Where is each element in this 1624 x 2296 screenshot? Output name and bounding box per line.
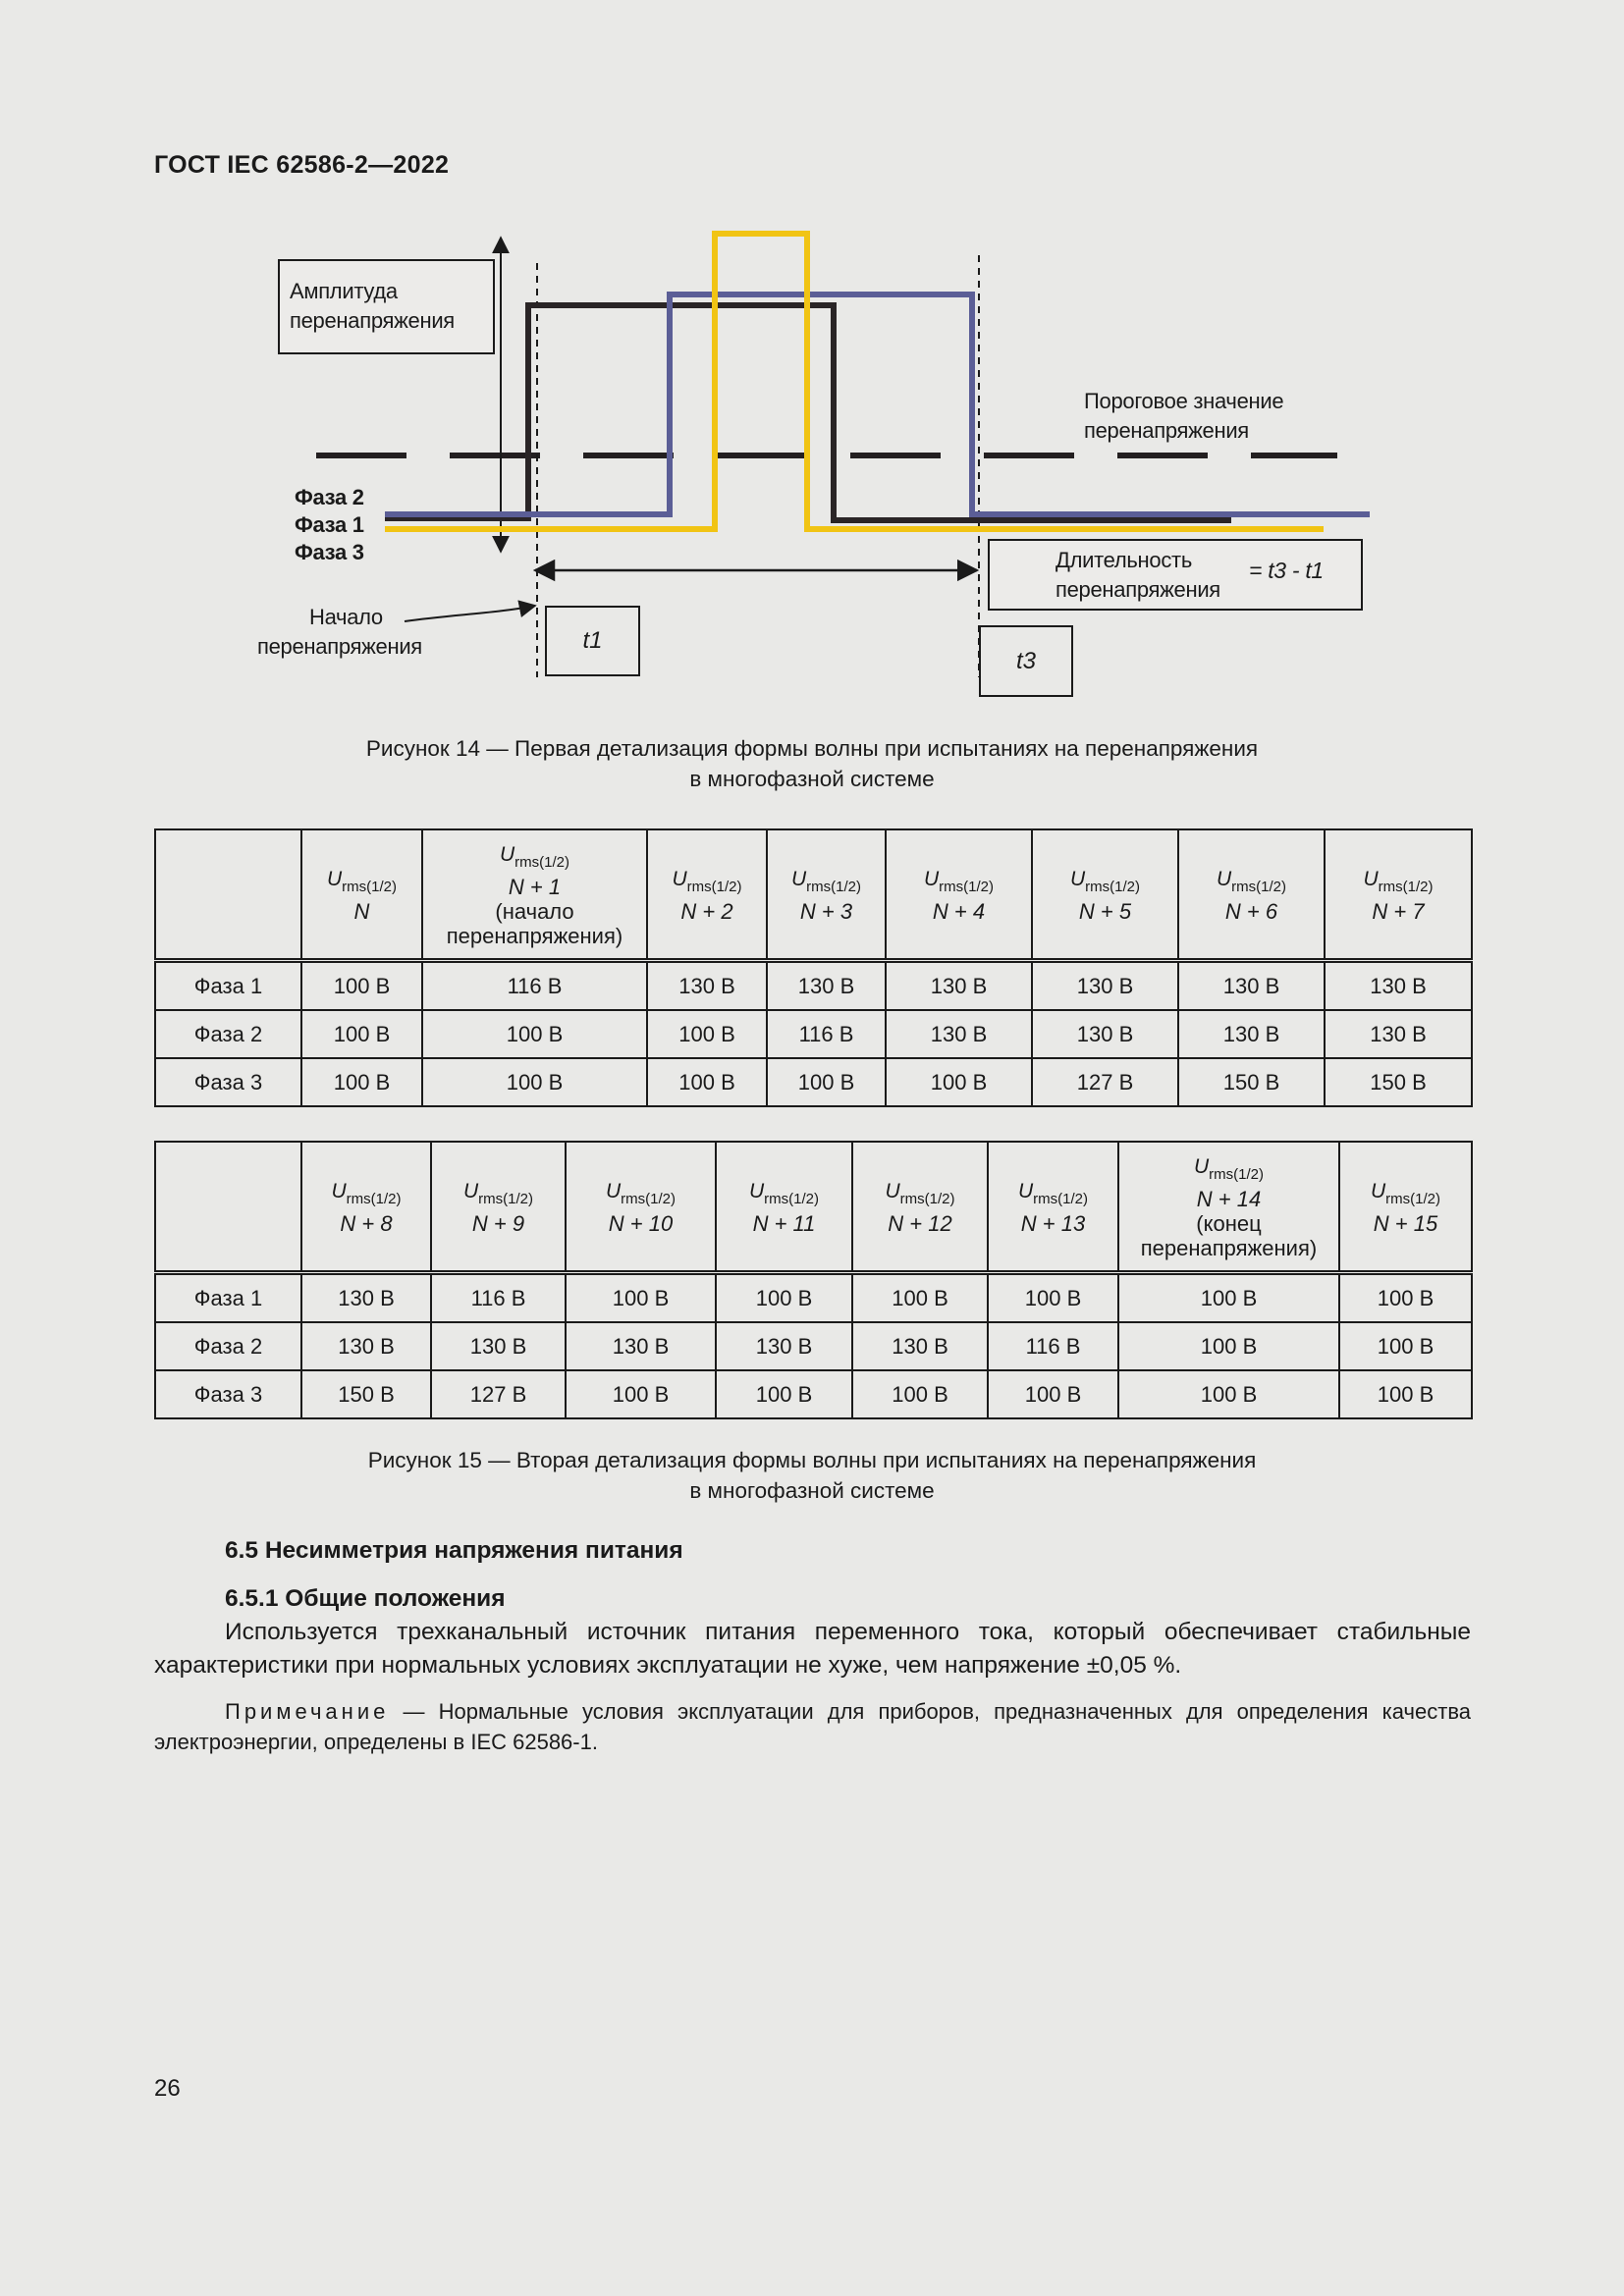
table-cell: 100 В xyxy=(422,1010,647,1058)
table-cell: 127 В xyxy=(1032,1058,1178,1106)
table-cell: 130 В xyxy=(767,961,886,1011)
section-paragraph-text: Используется трехканальный источник питания переменного тока, который обеспечивает стабильные характеристики при нормальных условиях эксплуатации не хуже, чем напряжение ±0,05 %. xyxy=(154,1619,1471,1679)
table-cell: 116 В xyxy=(988,1322,1118,1370)
duration-formula: = t3 - t1 xyxy=(1249,558,1324,583)
table1-header-cell: $U_{rms(1/2)}$ N + 5 xyxy=(1032,829,1178,961)
table1-header-cell: $U_{rms(1/2)}$ N + 2 xyxy=(647,829,767,961)
table1-header-cell: $U_{rms(1/2)}$ N + 4 xyxy=(886,829,1032,961)
phase2-label: Фаза 2 xyxy=(295,485,364,509)
table-cell: 130 В xyxy=(1032,961,1178,1011)
duration-label-1: Длительность xyxy=(1056,548,1192,572)
table-cell: 130 В xyxy=(716,1322,852,1370)
table-cell: 100 В xyxy=(852,1273,988,1323)
table-row xyxy=(155,1273,1472,1323)
threshold-label-2: перенапряжения xyxy=(1084,418,1249,443)
waveform-table-1 xyxy=(154,828,1473,1107)
figure14-caption-line1: Рисунок 14 — Первая детализация формы волны при испытаниях на перенапряжения xyxy=(365,736,1259,761)
start-label-1: Начало xyxy=(309,605,383,629)
page-number: 26 xyxy=(154,2075,181,2102)
table1-header-cell: $U_{rms(1/2)}$ N xyxy=(301,829,422,961)
row-label: Фаза 2 xyxy=(155,1010,301,1058)
threshold-label-1: Пороговое значение xyxy=(1084,389,1284,413)
section-paragraph xyxy=(154,1616,1471,1682)
figure14-caption xyxy=(154,733,1470,794)
table-cell: 100 В xyxy=(886,1058,1032,1106)
table2-header-cell: $U_{rms(1/2)}$ N + 11 xyxy=(716,1142,852,1273)
table2-header-cell: $U_{rms(1/2)}$ N + 12 xyxy=(852,1142,988,1273)
table1-corner-cell xyxy=(155,829,301,961)
table-cell: 150 В xyxy=(301,1370,431,1418)
table-cell: 100 В xyxy=(1339,1322,1472,1370)
table1-header-row xyxy=(155,829,1472,961)
start-pointer-arrow xyxy=(405,606,535,621)
table-cell: 150 В xyxy=(1325,1058,1472,1106)
section-note xyxy=(154,1696,1471,1757)
table-cell: 100 В xyxy=(1118,1273,1339,1323)
row-label: Фаза 1 xyxy=(155,961,301,1011)
amplitude-label-2: перенапряжения xyxy=(290,308,455,333)
table1-header-cell: $U_{rms(1/2)}$ N + 6 xyxy=(1178,829,1325,961)
phase1-label: Фаза 1 xyxy=(295,512,364,537)
table2-header-cell: $U_{rms(1/2)}$ N + 10 xyxy=(566,1142,716,1273)
row-label: Фаза 2 xyxy=(155,1322,301,1370)
table-cell: 130 В xyxy=(852,1322,988,1370)
table-cell: 130 В xyxy=(301,1273,431,1323)
row-label: Фаза 1 xyxy=(155,1273,301,1323)
table-cell: 100 В xyxy=(988,1370,1118,1418)
table-cell: 100 В xyxy=(1339,1273,1472,1323)
table-cell: 127 В xyxy=(431,1370,566,1418)
t3-box: t3 xyxy=(979,625,1073,697)
table-cell: 100 В xyxy=(716,1273,852,1323)
table-cell: 130 В xyxy=(301,1322,431,1370)
table-cell: 116 В xyxy=(767,1010,886,1058)
table-cell: 100 В xyxy=(566,1273,716,1323)
table-cell: 100 В xyxy=(301,961,422,1011)
table2-header-row xyxy=(155,1142,1472,1273)
table-cell: 100 В xyxy=(716,1370,852,1418)
table-cell: 100 В xyxy=(422,1058,647,1106)
table-cell: 130 В xyxy=(1325,961,1472,1011)
note-text: — Нормальные условия эксплуатации для приборов, предназначенных для определения качества электроэнергии, определены в IEC 62586-1. xyxy=(154,1699,1471,1754)
table-cell: 130 В xyxy=(1178,961,1325,1011)
amplitude-label-1: Амплитуда xyxy=(290,279,398,303)
table1-header-cell: $U_{rms(1/2)}$ N + 3 xyxy=(767,829,886,961)
table-row xyxy=(155,1010,1472,1058)
table2-header-cell: $U_{rms(1/2)}$ N + 14 (конец перенапряжения) xyxy=(1118,1142,1339,1273)
waveform-table-2 xyxy=(154,1141,1473,1419)
table2-header-cell: $U_{rms(1/2)}$ N + 8 xyxy=(301,1142,431,1273)
note-label: Примечание xyxy=(225,1699,390,1724)
document-header: ГОСТ IEC 62586-2—2022 xyxy=(154,151,450,179)
table1-header-cell: $U_{rms(1/2)}$ N + 1 (начало перенапряжения) xyxy=(422,829,647,961)
table-cell: 130 В xyxy=(886,961,1032,1011)
section-heading-6-5-1: 6.5.1 Общие положения xyxy=(225,1585,506,1612)
table-cell: 130 В xyxy=(1032,1010,1178,1058)
table-cell: 130 В xyxy=(431,1322,566,1370)
table-cell: 130 В xyxy=(1325,1010,1472,1058)
table-cell: 130 В xyxy=(647,961,767,1011)
table-cell: 100 В xyxy=(1118,1370,1339,1418)
table1-header-cell: $U_{rms(1/2)}$ N + 7 xyxy=(1325,829,1472,961)
figure15-caption-line1: Рисунок 15 — Вторая детализация формы волны при испытаниях на перенапряжения xyxy=(367,1448,1257,1472)
figure15-caption xyxy=(154,1445,1470,1506)
table-cell: 100 В xyxy=(852,1370,988,1418)
duration-label-2: перенапряжения xyxy=(1056,577,1220,602)
table-cell: 116 В xyxy=(431,1273,566,1323)
t1-box: t1 xyxy=(545,606,640,676)
figure15-caption-line2: в многофазной системе xyxy=(689,1478,935,1503)
table-cell: 130 В xyxy=(1178,1010,1325,1058)
table-cell: 100 В xyxy=(1118,1322,1339,1370)
table-cell: 116 В xyxy=(422,961,647,1011)
table-row xyxy=(155,1058,1472,1106)
row-label: Фаза 3 xyxy=(155,1370,301,1418)
table-cell: 130 В xyxy=(886,1010,1032,1058)
table-cell: 100 В xyxy=(301,1058,422,1106)
table-row xyxy=(155,1370,1472,1418)
section-heading-6-5: 6.5 Несимметрия напряжения питания xyxy=(225,1537,683,1564)
phase3-label: Фаза 3 xyxy=(295,540,364,564)
table-cell: 100 В xyxy=(767,1058,886,1106)
figure14-caption-line2: в многофазной системе xyxy=(689,767,935,791)
start-label-2: перенапряжения xyxy=(257,634,422,659)
table-cell: 100 В xyxy=(647,1010,767,1058)
table-cell: 100 В xyxy=(647,1058,767,1106)
waveform-diagram xyxy=(0,0,1624,746)
table2-corner-cell xyxy=(155,1142,301,1273)
table2-header-cell: $U_{rms(1/2)}$ N + 9 xyxy=(431,1142,566,1273)
row-label: Фаза 3 xyxy=(155,1058,301,1106)
table2-header-cell: $U_{rms(1/2)}$ N + 13 xyxy=(988,1142,1118,1273)
table-row xyxy=(155,961,1472,1011)
table-cell: 150 В xyxy=(1178,1058,1325,1106)
table-cell: 100 В xyxy=(988,1273,1118,1323)
table-cell: 100 В xyxy=(566,1370,716,1418)
table-row xyxy=(155,1322,1472,1370)
table-cell: 130 В xyxy=(566,1322,716,1370)
table2-header-cell: $U_{rms(1/2)}$ N + 15 xyxy=(1339,1142,1472,1273)
table-cell: 100 В xyxy=(301,1010,422,1058)
table-cell: 100 В xyxy=(1339,1370,1472,1418)
